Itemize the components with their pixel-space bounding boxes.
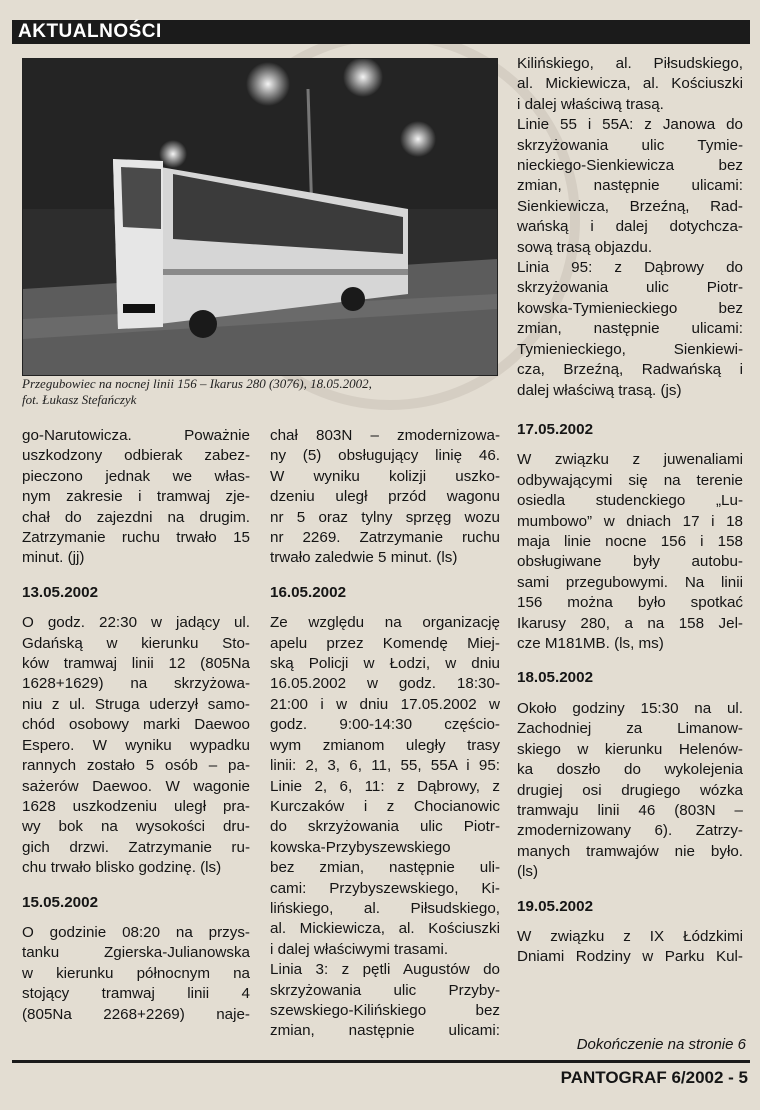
- text-line: rannych zostało 5 osób – pa-: [22, 757, 250, 775]
- text-line: O godzinie 08:20 na przys-: [22, 923, 250, 941]
- text-line: 1628 uszkodzeniu uległ pra-: [22, 797, 250, 815]
- text-line: Linia 3: z pętli Augustów do: [270, 961, 500, 979]
- text-line: al. Mickiewicza, al. Kościuszki: [270, 920, 500, 938]
- text-line: 156 można było spotkać: [517, 594, 743, 612]
- text-line: dalej właściwą trasą. (js): [517, 381, 682, 399]
- text-line: sami przegubowymi. Na linii: [517, 573, 743, 591]
- text-line: skrzyżowania ulic Piotr-: [517, 279, 743, 297]
- text-line: Espero. W wyniku wypadku: [22, 736, 250, 754]
- page-footer: PANTOGRAF 6/2002 - 5: [560, 1068, 748, 1087]
- footer-rule: [12, 1060, 750, 1063]
- text-line: cami: Przybyszewskiego, Ki-: [270, 879, 500, 897]
- bus-photo-image: [23, 59, 497, 375]
- text-line: tramwaju linii 46 (803N –: [517, 801, 743, 819]
- text-line: wy bok na wysokości dru-: [22, 818, 250, 836]
- text-line: (ls): [517, 863, 539, 881]
- text-line: Sienkiewicza, Brzeźną, Rad-: [517, 197, 743, 215]
- text-line: nym zakresie i tramwaj zje-: [22, 488, 250, 506]
- text-line: (805Na 2268+2269) naje-: [22, 1005, 250, 1023]
- article-text: [22, 613, 250, 878]
- article-text: [22, 923, 250, 1025]
- date-heading: 17.05.2002: [517, 421, 594, 438]
- text-line: drugiej osi drugiego wózka: [517, 781, 743, 799]
- text-line: Linie 55 i 55A: z Janowa do: [517, 116, 743, 134]
- text-line: cza, Brzeźną, Radwańską i: [517, 361, 743, 379]
- text-line: ka doszło do wykolejenia: [517, 761, 743, 779]
- caption-line: Przegubowiec na nocnej linii 156 – Ikarus 280 (3076), 18.05.2002,: [22, 376, 372, 391]
- text-line: osiedla studenckiego „Lu-: [517, 492, 743, 510]
- text-line: nr 2269. Zatrzymanie ruchu: [270, 529, 500, 547]
- text-line: i dalej właściwą trasą.: [517, 95, 664, 113]
- column-3-bottom: [517, 420, 743, 968]
- text-line: szewskiego-Kilińskiego bez: [270, 1001, 500, 1019]
- article-text: [22, 426, 250, 569]
- text-line: al. Mickiewicza, al. Kościuszki: [517, 75, 743, 93]
- text-line: O godz. 22:30 w jadący ul.: [22, 614, 250, 632]
- text-line: do skrzyżowania ulic Piotr-: [270, 818, 500, 836]
- text-line: zmian, następnie ulicami:: [270, 1022, 500, 1040]
- article-text: [270, 426, 500, 569]
- text-line: chu trwało blisko godzinę. (ls): [22, 859, 222, 877]
- text-line: obsługiwane były autobu-: [517, 553, 743, 571]
- text-line: chód osobowy marki Daewoo: [22, 716, 250, 734]
- photo-caption: [22, 376, 502, 408]
- section-title: AKTUALNOŚCI: [18, 21, 162, 42]
- text-line: zmian, następnie ulicami:: [517, 177, 743, 195]
- text-line: Około godziny 15:30 na ul.: [517, 699, 743, 717]
- article-text: [517, 450, 743, 654]
- date-heading: 16.05.2002: [270, 583, 347, 601]
- text-line: manych tramwajów nie było.: [517, 842, 743, 860]
- text-line: go-Narutowicza. Poważnie: [22, 427, 250, 444]
- date-heading: 18.05.2002: [517, 669, 594, 687]
- text-line: 21:00 i w dniu 17.05.2002 w: [270, 695, 500, 713]
- text-line: tanku Zgierska-Julianowska: [22, 944, 250, 962]
- text-line: zmian, następnie ulicami:: [517, 320, 743, 338]
- text-line: stojący tramwaj linii 4: [22, 985, 250, 1003]
- text-line: trwało zaledwie 5 minut. (ls): [270, 549, 458, 567]
- text-line: chał 803N – zmodernizowa-: [270, 427, 500, 444]
- caption-credit: fot. Łukasz Stefańczyk: [22, 392, 137, 407]
- text-line: Zachodniej za Limanow-: [517, 720, 743, 738]
- text-line: sażerów Daewoo. W wagonie: [22, 777, 250, 795]
- text-line: bez zmian, następnie uli-: [270, 859, 500, 877]
- text-line: niu z ul. Struga uderzył samo-: [22, 695, 250, 713]
- text-line: Linie 2, 6, 11: z Dąbrowy, z: [270, 777, 500, 795]
- text-line: 1628+1629) na skrzyżowa-: [22, 675, 250, 693]
- article-text: [517, 699, 743, 883]
- text-line: Gdańską w kierunku Sto-: [22, 634, 250, 652]
- text-line: 16.05.2002 w godz. 18:30-: [270, 675, 500, 693]
- text-line: maja linie nocne 156 i 158: [517, 533, 743, 551]
- text-line: nr 5 oraz tylny sprzęg wozu: [270, 508, 500, 526]
- text-line: nieckiego-Sienkiewicza bez: [517, 157, 743, 175]
- text-line: W wyniku kolizji uszko-: [270, 467, 500, 485]
- text-line: dzeniu uległ przód wagonu: [270, 488, 500, 506]
- text-line: i dalej właściwymi trasami.: [270, 940, 449, 958]
- text-line: lińskiego, al. Piłsudskiego,: [270, 899, 500, 917]
- column-1: [22, 426, 250, 1025]
- text-line: ską Policji w Łodzi, w dniu: [270, 655, 500, 673]
- text-line: chał do zajezdni na drugim.: [22, 508, 250, 526]
- text-line: skrzyżowania ulic Przyby-: [270, 981, 500, 999]
- text-line: minut. (jj): [22, 549, 85, 567]
- text-line: gich drzwi. Zatrzymanie ru-: [22, 838, 250, 856]
- text-line: Zatrzymanie ruchu trwało 15: [22, 529, 250, 547]
- text-line: sową trasą objazdu.: [517, 238, 653, 256]
- text-line: skrzyżowania ulic Tymie-: [517, 136, 743, 154]
- text-line: linii: 2, 3, 6, 11, 55, 55A i 95:: [270, 757, 500, 775]
- column-3-top: [517, 54, 743, 401]
- bus-photo: [22, 58, 498, 376]
- column-2: [270, 426, 500, 1042]
- text-line: W związku z IX Łódzkimi: [517, 927, 743, 945]
- article-text: [517, 927, 743, 968]
- text-line: w kierunku północnym na: [22, 964, 250, 982]
- text-line: Linia 95: z Dąbrowy do: [517, 259, 743, 277]
- text-line: Kilińskiego, al. Piłsudskiego,: [517, 55, 743, 72]
- text-line: kowska-Przybyszewskiego: [270, 838, 451, 856]
- text-line: ny (5) obsługujący linię 46.: [270, 447, 500, 465]
- date-heading: 13.05.2002: [22, 583, 99, 601]
- article-text: [517, 54, 743, 401]
- text-line: godz. 9:00-14:30 częścio-: [270, 716, 500, 734]
- text-line: uszkodzony odbierak zabez-: [22, 447, 250, 465]
- article-text: [270, 613, 500, 1042]
- text-line: Ikarusy 280, a na 158 Jel-: [517, 614, 743, 632]
- text-line: pieczono jednak we włas-: [22, 467, 250, 485]
- text-line: mumbowo” w dniach 17 i 18: [517, 512, 743, 530]
- continued-note: Dokończenie na stronie 6: [576, 1036, 746, 1053]
- text-line: zmodernizowany 6). Zatrzy-: [517, 822, 743, 840]
- text-line: Dniami Rodziny w Parku Kul-: [517, 948, 743, 966]
- text-line: ków tramwaj linii 12 (805Na: [22, 655, 250, 673]
- text-line: apelu przez Komendę Miej-: [270, 634, 500, 652]
- text-line: wańską i dalej dotychcza-: [517, 218, 743, 236]
- text-line: Tymienieckiego, Sienkiewi-: [517, 340, 743, 358]
- text-line: Kurczaków i z Chocianowic: [270, 797, 500, 815]
- text-line: Ze względu na organizację: [270, 614, 500, 632]
- text-line: kowska-Tymienieckiego bez: [517, 299, 743, 317]
- text-line: cze M181MB. (ls, ms): [517, 635, 664, 653]
- date-heading: 19.05.2002: [517, 897, 594, 915]
- text-line: W związku z juwenaliami: [517, 451, 743, 469]
- date-heading: 15.05.2002: [22, 893, 99, 911]
- text-line: odbywającymi się na terenie: [517, 471, 743, 489]
- text-line: wym zmianom uległy trasy: [270, 736, 500, 754]
- text-line: skiego w kierunku Helenów-: [517, 740, 743, 758]
